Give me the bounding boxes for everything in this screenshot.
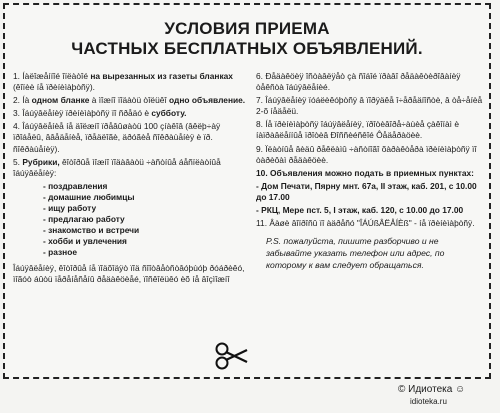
rule-4-text: Îáúÿâëåíèå íå äîëæíî ïðåâûøàòü 100 çíàêîâ (âêëþ÷àÿ ïðîáåëû, ââåäåíèå, ïðåäëîãè, äðóãèå ñîêðàùåíèÿ è ïð. ñîêðàùåíèÿ). — [13, 121, 221, 154]
rule-3-tail: субботу. — [151, 108, 187, 119]
footer-watermark — [398, 384, 498, 408]
rubric-item: - разное — [43, 247, 77, 258]
rule-4 — [13, 121, 247, 154]
rule-5-text: êîòîðûå ìîæíî ïîäàâàòü ÷àñòíûå áåñïëàòíûå îáúÿâëåíèÿ: — [13, 156, 221, 178]
rule-8-text: Íå ïðèíèìàþòñÿ îáúÿâëåíèÿ, ïðîòèâîðå÷àùèå çàêîíàì è íàïðàâëåííûå ïðîòèâ Ðîññèéñêîé Ôåäåðàöèè. — [256, 119, 459, 141]
rule-9-text: Ïëàòíûå âèäû ðåêëàìû ÷àñòíîãî õàðàêòåðà ïðèíèìàþòñÿ ïî òàðèôàì ðåäàêöèè. — [256, 143, 477, 165]
rubric-item: - предлагаю работу — [43, 214, 125, 225]
rule-6 — [256, 71, 484, 93]
rule-2-b: à ìîæíî ïîäàòü òîëüêî — [91, 95, 167, 106]
rule-11 — [256, 218, 484, 229]
rule-10-num: 10. — [256, 167, 268, 178]
office-dom-pechati: - Дом Печати, Пярну мнт. 67а, II этаж, каб. 201, с 10.00 до 17.00 — [256, 180, 477, 202]
rule-1-bold: на вырезанных из газеты бланках — [90, 71, 233, 81]
ad-conditions-frame — [3, 3, 491, 379]
rule-11-text: Âàøè âîïðîñû ïî àäðåñó "ÎÁÚßÂËÅÍÈß" - íå ïðèíèìàþòñÿ. — [269, 218, 475, 229]
rule-2-bold: одном бланке — [31, 95, 90, 106]
office-rkc: - РКЦ, Мере пст. 5, I этаж, каб. 120, с 10.00 до 17.00 — [256, 205, 464, 216]
site-label: idioteka.ru — [410, 397, 447, 406]
rule-3 — [13, 108, 247, 119]
rule-6-text: Ðåäàêöèÿ îñòàâëÿåò çà ñîáîé ïðàâî ðåäàêòèðîâàíèÿ òåêñòà îáúÿâëåíèé. — [256, 71, 461, 93]
rule-2-num: 2. — [13, 95, 20, 106]
rubric-item: - поздравления — [43, 180, 108, 191]
rule-6-num: 6. — [256, 71, 263, 81]
rule-1-line3: ïðèíèìàþòñÿ). — [46, 82, 95, 93]
title-line2: ЧАСТНЫХ БЕСПЛАТНЫХ ОБЪЯВЛЕНИЙ. — [71, 39, 423, 58]
rubric-item: - домашние любимцы — [43, 191, 135, 202]
rule-8-num: 8. — [256, 119, 263, 130]
rule-5 — [13, 157, 247, 179]
rule-2-bold2: одно объявление. — [169, 95, 246, 106]
rule-2 — [13, 95, 247, 106]
rule-11-num: 11. — [256, 218, 268, 229]
scissors-icon — [213, 340, 249, 372]
rubric-note: Îáúÿâëåíèÿ, êîòîðûå íå ïîäõîäÿò ïîä ñîîòâåòñòâóþùóþ ðóáðèêó, ìîãóò áûòü ïåðåíåñåíû ðåäàêöèåé, ïîñêîëüêó èõ íå âîçìîæíî — [13, 262, 245, 284]
left-column — [13, 71, 247, 287]
rubric-item: - ищу работу — [43, 203, 97, 214]
rule-3-text: Îáúÿâëåíèÿ ïðèíèìàþòñÿ ïî ñðåäó è — [22, 108, 149, 119]
rule-9-num: 9. — [256, 143, 263, 154]
rule-1-text: Íàëîæåííîé îïëàòîé — [22, 71, 88, 81]
rule-1 — [13, 71, 247, 93]
rubric-item: - знакомство и встречи — [43, 225, 140, 236]
rule-2-a: Íà — [22, 95, 30, 106]
rule-1-num: 1. — [13, 71, 20, 81]
rule-3-num: 3. — [13, 108, 20, 119]
rule-5-bold: Рубрики, — [22, 156, 60, 167]
rule-5-num: 5. — [13, 156, 20, 167]
rule-8 — [256, 119, 484, 141]
rule-10-title: Объявления можно подать в приемных пунктах: — [269, 167, 474, 178]
rule-1-tail: (êîïèè íå — [13, 82, 44, 93]
rule-9 — [256, 144, 484, 166]
rubric-item: - хобби и увлечения — [43, 236, 127, 247]
right-column — [256, 71, 484, 273]
ps-note: P.S. пожалуйста, пишите разборчиво и не забывайте указать телефон или адрес, по которому к вам следует обращаться. — [266, 236, 445, 271]
title-line1: УСЛОВИЯ ПРИЕМА — [164, 19, 330, 38]
rule-4-num: 4. — [13, 121, 20, 132]
rule-7 — [256, 95, 484, 117]
brand-label: © Идиотека ☺ — [398, 384, 466, 395]
rule-10 — [256, 168, 484, 179]
rule-7-text: Îáúÿâëåíèÿ ïóáëèêóþòñÿ â ïîðÿäêå î÷åðåäíîñòè, â òå÷åíèå 2-õ íåäåëü. — [256, 95, 483, 117]
rule-7-num: 7. — [256, 95, 263, 106]
